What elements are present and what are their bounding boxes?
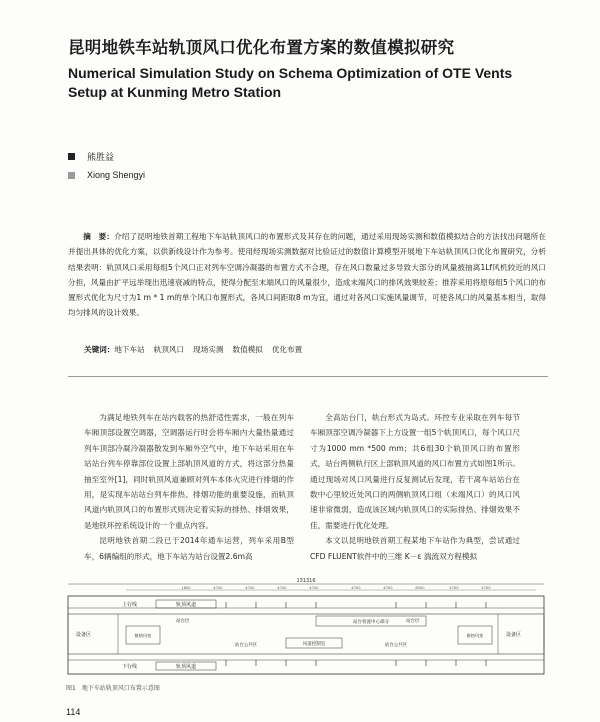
dim-total: 131316 [296,578,316,584]
label-platform-right: 站台层 [406,619,420,624]
author-cn-name: 熊胜益 [87,153,115,163]
paragraph: 本文以昆明地铁首期工程某地下车站作为典型，尝试通过CFD FLUENT软件中的三维 K－ε 湍流双方程模拟 [310,536,520,561]
dim-label: 4700 [481,586,491,590]
dim-label: 4700 [277,586,287,590]
title-cn: 昆明地铁车站轨顶风口优化布置方案的数值模拟研究 [68,38,455,57]
keyword: 地下车站 [114,345,145,354]
author-cn [68,150,114,163]
label-area-left: 设备区 [76,632,92,638]
abstract [68,229,546,321]
label-zone: 站台公共区 [384,643,408,648]
dim-label: 8500 [415,586,425,590]
label-lower-line: 下行线 [122,664,138,670]
paragraph: 为满足地铁列车在站内载客的热舒适性需求，一般在列车车厢顶部设置空调器，空调器运行时会将车厢内大量热量通过列车顶部冷凝冷凝器散发到车厢外空气中，地下车站采用在车站站台列车停靠部位设置上部轨顶风道的方式，将这部分热量抽至室外[1]，同时轨顶风道兼顾对列车本体火灾进行排烟的作用，是实现车站站台列车排热、排烟功能的重要设施，而轨顶风道内轨顶风口的布置形式则决定着实际的排热、排烟效果，是地铁环控系统设计的一个重点内容。 [84,413,294,530]
label-platform-left: 站台层 [176,619,190,624]
label-zone: 站台公共区 [234,643,258,648]
figure-caption: 图1 地下车站轨顶风口布置示意图 [66,685,160,692]
author-en [68,170,145,180]
author-marker-icon [68,172,75,179]
dim-label: 4700 [213,586,223,590]
paragraph: 昆明地铁首期二段已于2014年通车运营，列车采用B型车，6辆编组的形式，地下车站为站台设置2.6m高 [84,536,294,561]
label-duct-upper: 轨顶风道 [175,602,197,608]
body-column-left [84,410,294,564]
keywords-label: 关键词： [84,345,115,354]
title-en: Numerical Simulation Study on Schema Optimization of OTE Vents Setup at Kunming Metro Station [68,65,513,100]
keyword: 数值模拟 [232,345,263,354]
author-marker-icon [68,153,75,160]
dim-label: 4700 [309,586,319,590]
label-fan-room-right: 排热风室 [466,633,484,638]
label-fan-room-left: 排热风室 [134,633,152,638]
figure-vent-layout [66,578,546,678]
keyword: 现场实测 [193,345,224,354]
paragraph: 全高站台门，轨台形式为岛式。环控专业采取在列车每节车厢顶部空调冷凝器下上方设置一组5个轨顶风口，每个风口尺寸为1000 mm *500 mm；共6组30个轨顶风口的布置形式，站台两侧轨行区上部轨顶风道的风口布置方式如图1所示。通过现场对风口风量进行反复测试后发现，若干离车站站台在数中心里较近处风口的两侧轨顶风口组（末端风口）的风口风速非常微弱，造成该区域内轨顶风口的实际排热、排烟效果不佳，需要进行优化处理。 [310,413,520,530]
abstract-label: 摘 要： [83,232,115,241]
label-area-right: 设备区 [506,632,522,638]
label-center-zone: 站台客流中心部分 [353,620,389,625]
dim-label: 4700 [449,586,459,590]
keyword: 轨顶风口 [153,345,185,354]
keyword: 优化布置 [271,345,303,354]
abstract-text: 介绍了昆明地铁首期工程地下车站轨顶风口的布置形式及其存在的问题，通过采用现场实测和数值模拟结合的方法找出问题所在并提出具体的优化方案，以供新线设计作为参考。使用经现场实测数据对比验证过的数值计算模型开展地下车站轨顶风口优化布置研究，分析结果表明：轨顶风口采用每组5个风口正对列车空调冷凝器的布置方式不合理，存在风口数量过多导致大部分的风量被抽离1Lf风机较近的风口分担，风量由扩平远举现出迅速衰减的特点，使得分配至末端风口的风量很少，造成末端风口的排风效果较差；推荐采用将原每组5个风口的布置形式优化为尺寸为1 m * 1 m的单个风口布置形式，各风口间距取8 m为宜，通过对各风口实施风量调节，可使各风口的风量基本相当，取得均匀排风的设计效果。 [68,232,547,318]
section-divider [68,376,548,377]
author-en-name: Xiong Shengyi [87,170,146,180]
page-number: 114 [66,707,81,717]
body-column-right [310,410,520,564]
dim-label: 4700 [383,586,393,590]
dim-label: 4700 [245,586,255,590]
label-upper-line: 上行线 [122,602,138,608]
dim-label: 4700 [351,586,361,590]
dim-label: 1800 [181,586,191,590]
keywords [84,344,311,355]
label-duct-lower: 轨顶风道 [175,664,197,670]
label-zone: 风道控制室 [302,642,326,647]
